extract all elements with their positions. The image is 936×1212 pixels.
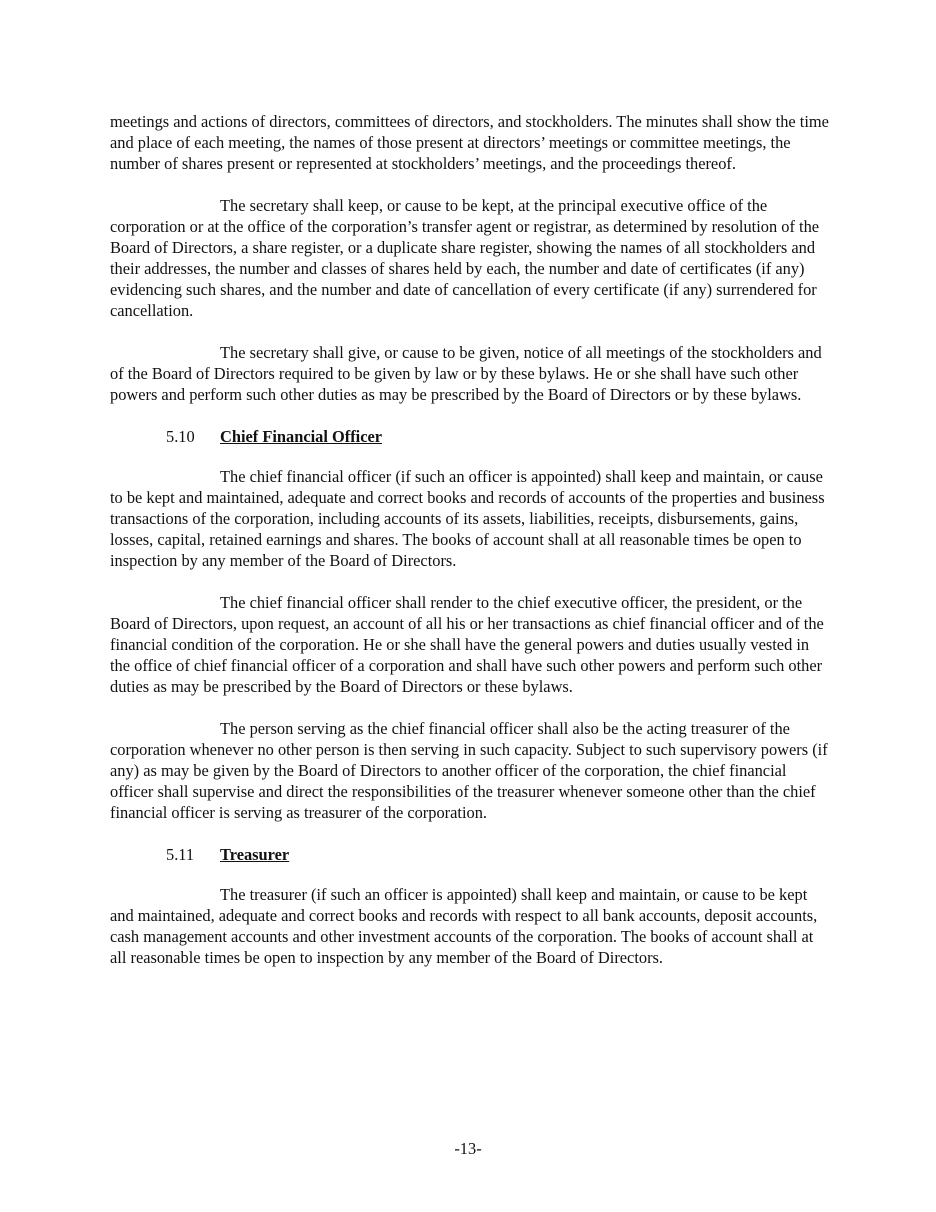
paragraph-share-register: The secretary shall keep, or cause to be kept, at the principal executive office of the corporation or at the office of the corporation’s transfer agent or registrar, as determined by resolution of the Board of Directors, a share register, or a duplicate share register, showing the names of all stockholders and their addresses, the number and classes of shares held by each, the number and date of certificates (if any) evidencing such shares, and the number and date of cancellation of every certificate (if any) surrendered for cancellation. [110,196,820,320]
page-number: -13- [454,1139,482,1158]
section-title: Chief Financial Officer [220,427,383,446]
paragraph-cfo-books: The chief financial officer (if such an officer is appointed) shall keep and maintain, or cause to be kept and maintained, adequate and correct books and records of accounts of the properties and business transactions of the corporation, including accounts of its assets, liabilities, receipts, disbursements, gains, losses, capital, retained earnings and shares. The books of account shall at all reasonable times be open to inspection by any member of the Board of Directors. [110,467,825,570]
section-heading-5-11 [110,844,830,865]
document-page [110,111,830,989]
paragraph-secretary-notice: The secretary shall give, or cause to be given, notice of all meetings of the stockholders and of the Board of Directors required to be given by law or by these bylaws. He or she shall have such other powers and perform such other duties as may be prescribed by the Board of Directors or by these bylaws. [110,343,822,404]
paragraph-cfo-render: The chief financial officer shall render to the chief executive officer, the president, or the Board of Directors, upon request, an account of all his or her transactions as chief financial officer and of the financial condition of the corporation. He or she shall have the general powers and duties usually vested in the office of chief financial officer of a corporation and shall have such other powers and perform such other duties as may be prescribed by the Board of Directors or these bylaws. [110,593,824,696]
section-title: Treasurer [220,845,290,864]
section-heading-5-10 [110,426,830,447]
paragraph-cfo-treasurer: The person serving as the chief financial officer shall also be the acting treasurer of the corporation whenever no other person is then serving in such capacity. Subject to such supervisory powers (if any) as may be given by the Board of Directors to another officer of the corporation, the chief financial officer shall supervise and direct the responsibilities of the treasurer whenever someone other than the chief financial officer is serving as treasurer of the corporation. [110,719,828,822]
section-number: 5.11 [166,845,195,864]
section-number: 5.10 [166,427,195,446]
paragraph-minutes: meetings and actions of directors, committees of directors, and stockholders. The minutes shall show the time and place of each meeting, the names of those present at directors’ meetings or committee meetings, the number of shares present or represented at stockholders’ meetings, and the proceedings thereof. [110,112,829,173]
paragraph-treasurer-books: The treasurer (if such an officer is appointed) shall keep and maintain, or cause to be kept and maintained, adequate and correct books and records with respect to all bank accounts, deposit accounts, cash management accounts and other investment accounts of the corporation. The books of account shall at all reasonable times be open to inspection by any member of the Board of Directors. [110,885,818,967]
